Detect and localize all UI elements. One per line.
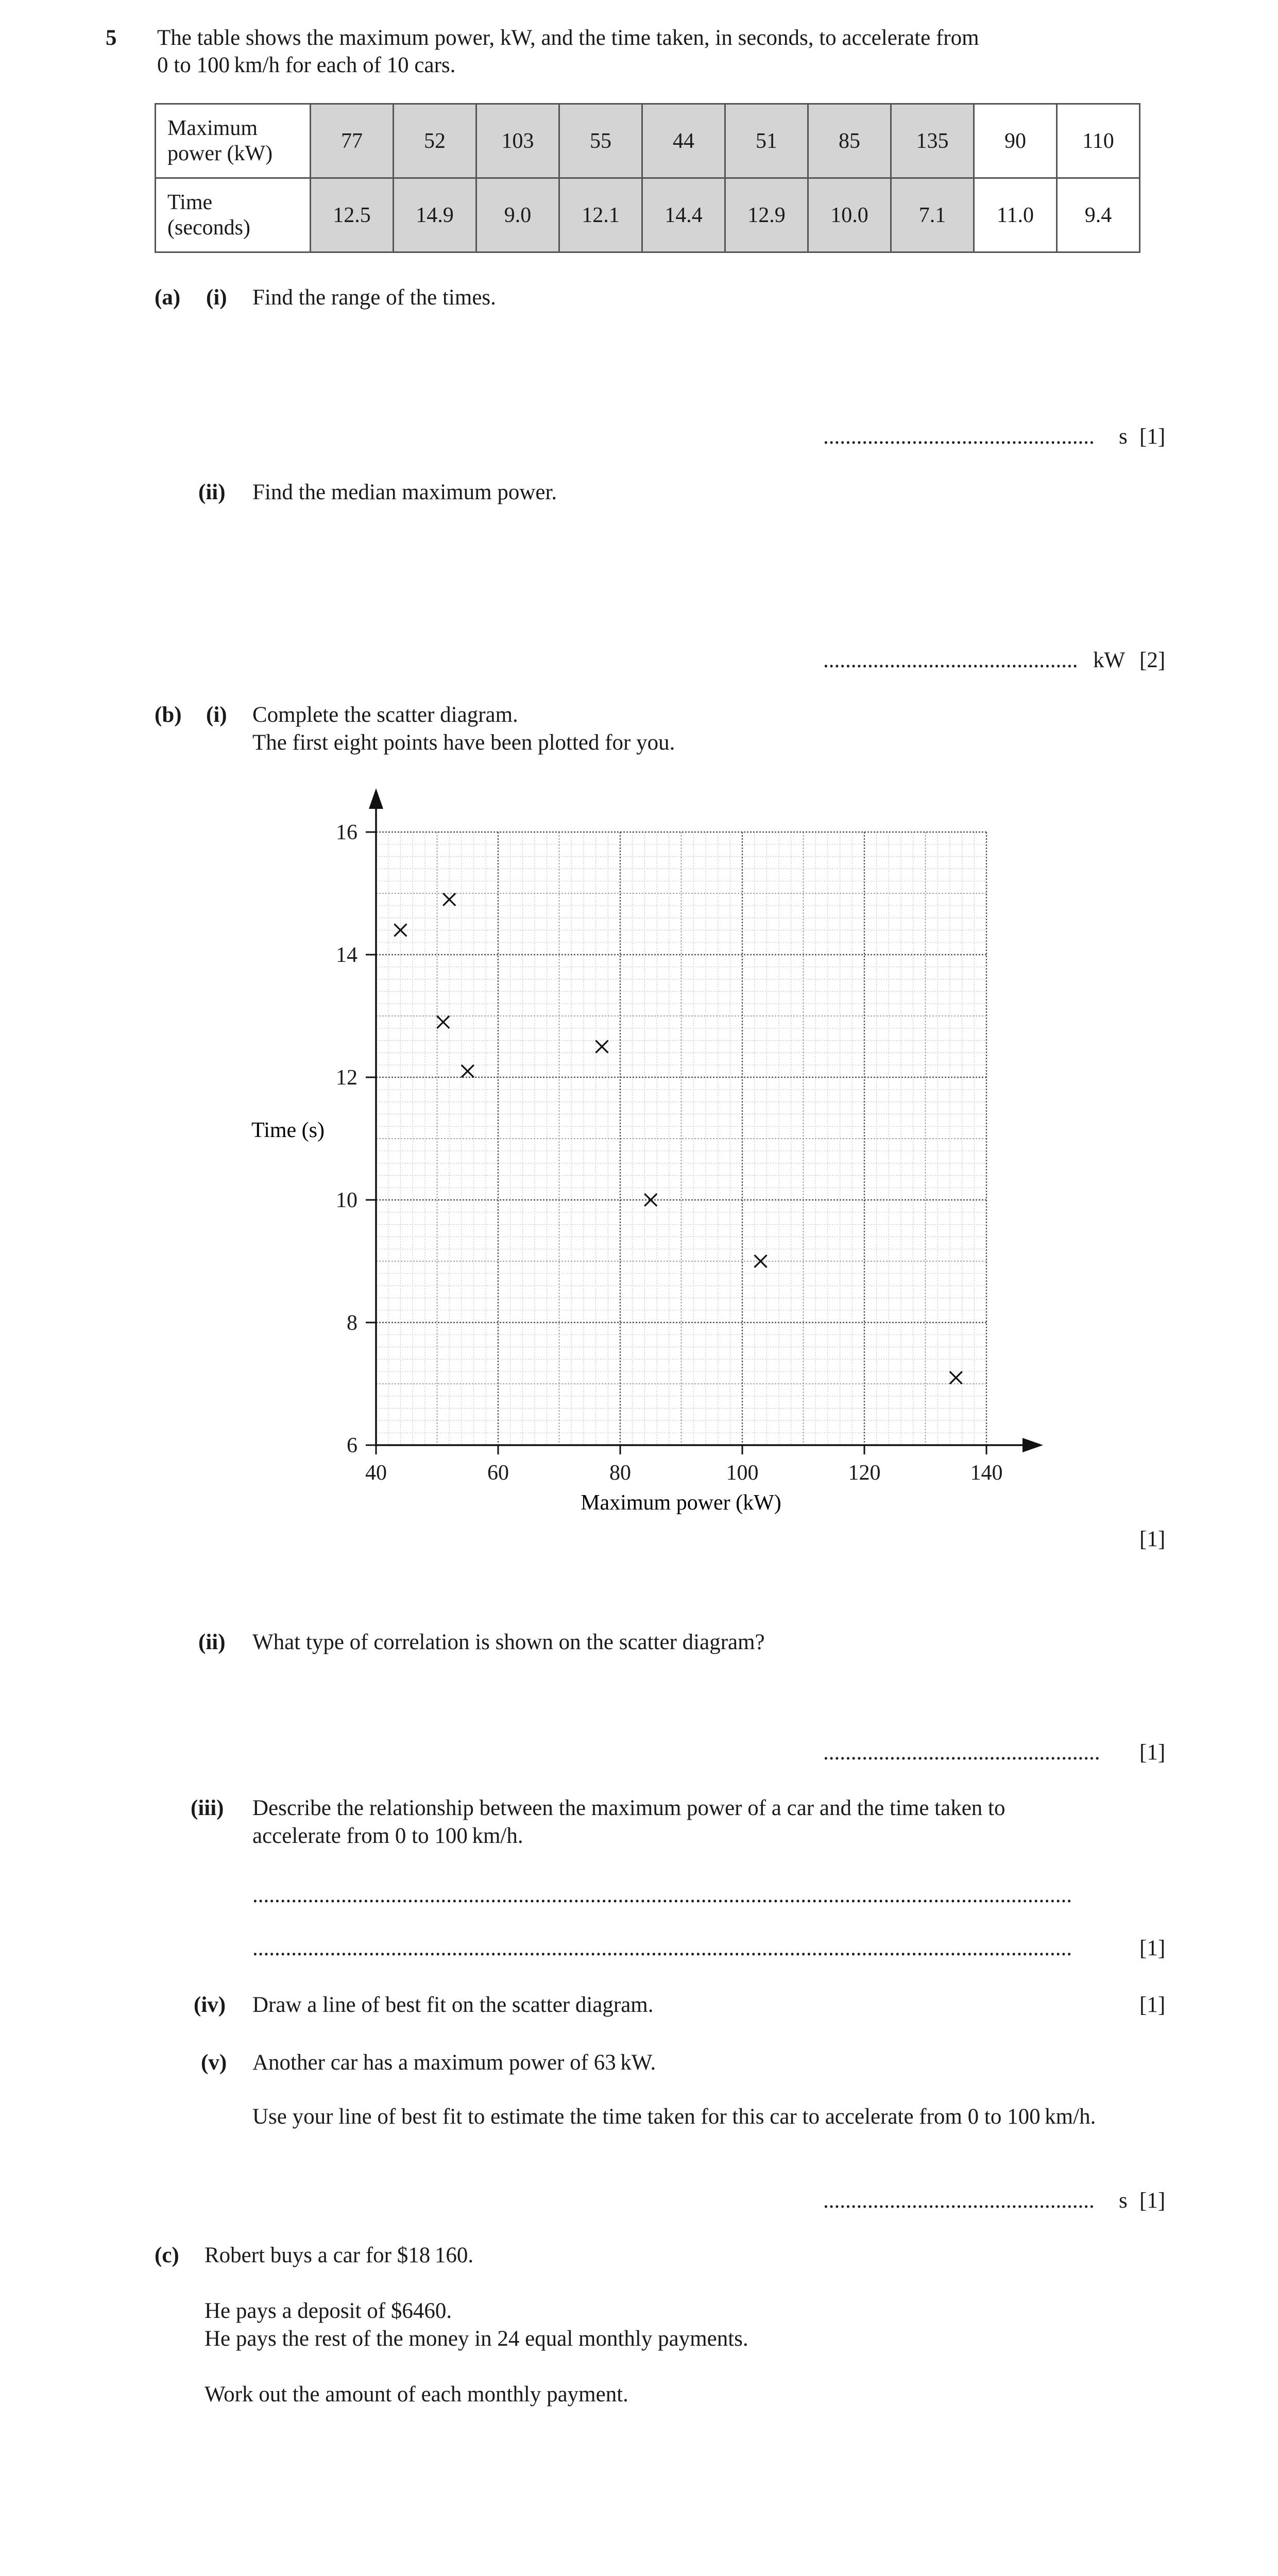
table-cell: 103: [476, 104, 559, 178]
table-cell: 10.0: [808, 178, 891, 252]
marks-b-iv: [1]: [1139, 1993, 1166, 2017]
table-cell: 12.5: [311, 178, 394, 252]
part-b-iv-text: Draw a line of best fit on the scatter diagram.: [252, 1993, 654, 2017]
x-tick-label: 140: [970, 1461, 1003, 1485]
marks-b-v: [1]: [1139, 2189, 1166, 2213]
table-cell: 85: [808, 104, 891, 178]
part-b-ii-text: What type of correlation is shown on the scatter diagram?: [252, 1630, 765, 1654]
answer-line-b-iii-2[interactable]: ....................................................................................................................................................: [252, 1936, 1072, 1960]
y-tick-label: 10: [336, 1189, 357, 1212]
answer-line-b-v[interactable]: .................................................: [823, 2189, 1095, 2213]
question-intro-line-1: The table shows the maximum power, kW, and the time taken, in seconds, to accelerate from: [157, 26, 979, 50]
question-intro-line-2: 0 to 100 km/h for each of 10 cars.: [157, 53, 456, 77]
part-b-label: (b): [155, 703, 182, 727]
table-cell: 90: [974, 104, 1057, 178]
part-b-i-label: (i): [206, 703, 227, 727]
part-c-text-3: He pays the rest of the money in 24 equal monthly payments.: [205, 2327, 748, 2351]
answer-unit-b-v: s: [1119, 2189, 1128, 2213]
table-cell: 55: [559, 104, 642, 178]
part-b-iii-text-1: Describe the relationship between the maximum power of a car and the time taken to: [252, 1796, 1006, 1820]
y-tick-label: 12: [336, 1066, 357, 1090]
table-cell: 44: [642, 104, 725, 178]
row-header-power-line2: power (kW): [167, 141, 273, 165]
answer-unit-a-ii: kW: [1093, 648, 1126, 672]
part-a-ii-label: (ii): [198, 480, 226, 504]
marks-b-i: [1]: [1139, 1527, 1166, 1551]
data-point: [595, 1041, 608, 1053]
data-point: [437, 1016, 449, 1028]
part-b-v-label: (v): [201, 2050, 227, 2075]
answer-unit-a-i: s: [1119, 425, 1128, 449]
table-cell: 51: [725, 104, 808, 178]
part-b-iii-label: (iii): [191, 1796, 224, 1820]
table-cell: 135: [891, 104, 974, 178]
x-tick-label: 100: [726, 1461, 759, 1485]
data-point: [443, 893, 455, 906]
row-header-power-line1: Maximum: [167, 116, 258, 141]
answer-line-a-i[interactable]: .................................................: [823, 425, 1095, 449]
x-tick-label: 80: [609, 1461, 631, 1485]
y-tick-label: 16: [336, 821, 357, 844]
part-b-iv-label: (iv): [194, 1993, 226, 2017]
table-cell: 12.1: [559, 178, 642, 252]
answer-line-a-ii[interactable]: ..............................................: [823, 648, 1078, 672]
table-cell: 14.4: [642, 178, 725, 252]
y-axis-arrow: [369, 788, 383, 809]
part-c-label: (c): [155, 2243, 179, 2267]
table-cell: 7.1: [891, 178, 974, 252]
y-axis-title: Time (s): [251, 1118, 325, 1142]
row-header-time-line2: (seconds): [167, 215, 250, 240]
answer-line-b-iii-1[interactable]: ....................................................................................................................................................: [252, 1883, 1072, 1907]
table-cell: 9.0: [476, 178, 559, 252]
data-point: [462, 1065, 474, 1077]
row-header-time-line1: Time: [167, 191, 213, 215]
x-axis-title: Maximum power (kW): [581, 1491, 781, 1515]
y-tick-label: 8: [347, 1311, 357, 1335]
marks-b-ii: [1]: [1139, 1740, 1166, 1765]
x-tick-label: 40: [365, 1461, 387, 1485]
data-point: [950, 1371, 962, 1384]
table-cell: 110: [1057, 104, 1140, 178]
part-a-ii-text: Find the median maximum power.: [252, 480, 557, 504]
marks-a-i: [1]: [1139, 425, 1166, 449]
x-tick-label: 120: [848, 1461, 881, 1485]
marks-b-iii: [1]: [1139, 1936, 1166, 1960]
table-cell: 9.4: [1057, 178, 1140, 252]
table-cell: 14.9: [394, 178, 476, 252]
part-b-v-text-1: Another car has a maximum power of 63 kW.: [252, 2050, 656, 2075]
part-b-iii-text-2: accelerate from 0 to 100 km/h.: [252, 1824, 523, 1848]
part-a-i-text: Find the range of the times.: [252, 285, 496, 310]
part-c-text-4: Work out the amount of each monthly payment.: [205, 2382, 628, 2406]
part-c-text-1: Robert buys a car for $18 160.: [205, 2243, 474, 2267]
table-cell: 12.9: [725, 178, 808, 252]
x-axis-arrow: [1023, 1438, 1043, 1452]
part-b-ii-label: (ii): [198, 1630, 226, 1654]
question-number: 5: [106, 26, 117, 50]
part-b-v-text-2: Use your line of best fit to estimate the time taken for this car to accelerate from 0 to 100 km/h.: [252, 2105, 1096, 2129]
part-b-i-text-2: The first eight points have been plotted for you.: [252, 731, 675, 755]
x-tick-label: 60: [487, 1461, 509, 1485]
part-b-i-text-1: Complete the scatter diagram.: [252, 703, 518, 727]
part-a-label: (a): [155, 285, 181, 310]
table-cell: 77: [311, 104, 394, 178]
y-tick-label: 6: [347, 1434, 357, 1458]
y-tick-label: 14: [336, 943, 357, 967]
part-a-i-label: (i): [206, 285, 227, 310]
answer-line-b-ii[interactable]: ..................................................: [823, 1740, 1100, 1765]
table-cell: 52: [394, 104, 476, 178]
marks-a-ii: [2]: [1139, 648, 1166, 672]
part-c-text-2: He pays a deposit of $6460.: [205, 2299, 452, 2323]
table-cell: 11.0: [974, 178, 1057, 252]
